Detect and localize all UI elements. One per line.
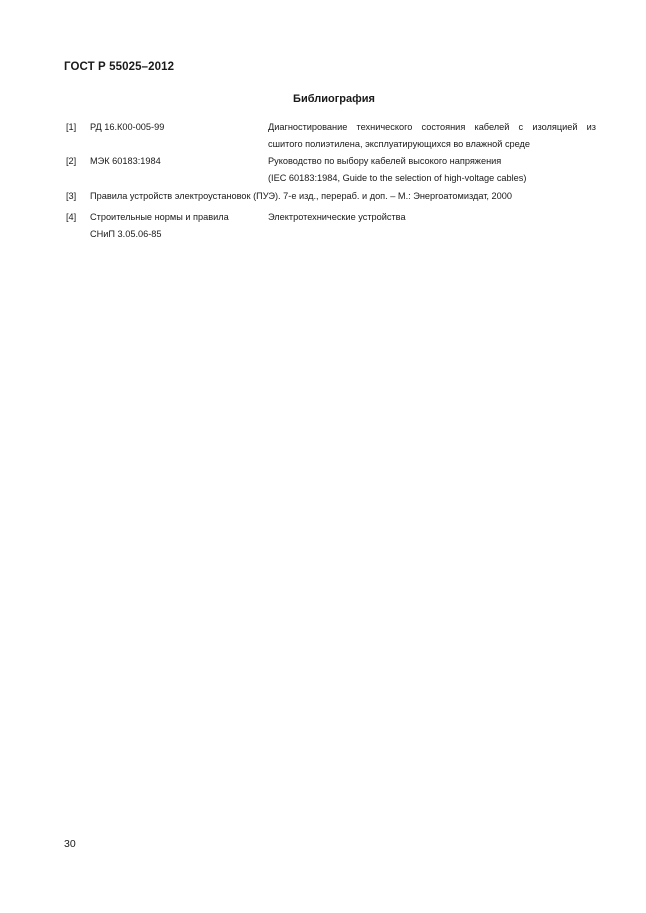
document-code-header: ГОСТ Р 55025–2012	[64, 61, 175, 73]
entry-description-line: Руководство по выбору кабелей высокого напряжения	[268, 156, 502, 166]
entry-number: [2]	[66, 156, 77, 166]
entry-description-line: Электротехнические устройства	[268, 212, 406, 222]
entry-description	[268, 209, 596, 226]
entry-source: МЭК 60183:1984	[90, 156, 161, 166]
entry-description	[268, 119, 596, 153]
entry-number: [4]	[66, 212, 77, 222]
entry-number: [3]	[66, 191, 77, 201]
entry-description	[268, 153, 596, 187]
bibliography-title: Библиография	[293, 93, 375, 105]
page-number: 30	[64, 838, 76, 850]
entry-source-line: СНиП 3.05.06-85	[90, 229, 162, 239]
entry-full-text: Правила устройств электроустановок (ПУЭ). 7-е изд., перераб. и доп. – М.: Энергоатомиздат, 2000	[90, 191, 512, 201]
entry-source-line: Строительные нормы и правила	[90, 212, 229, 222]
entry-number: [1]	[66, 122, 77, 132]
entry-source	[90, 209, 265, 243]
entry-description-line: (IEC 60183:1984, Guide to the selection of high-voltage cables)	[268, 173, 527, 183]
entry-source: РД 16.К00-005-99	[90, 122, 165, 132]
entry-description-line: Диагностирование технического состояния кабелей с изоляцией из	[268, 122, 596, 132]
entry-description-line: сшитого полиэтилена, эксплуатирующихся во влажной среде	[268, 139, 531, 149]
